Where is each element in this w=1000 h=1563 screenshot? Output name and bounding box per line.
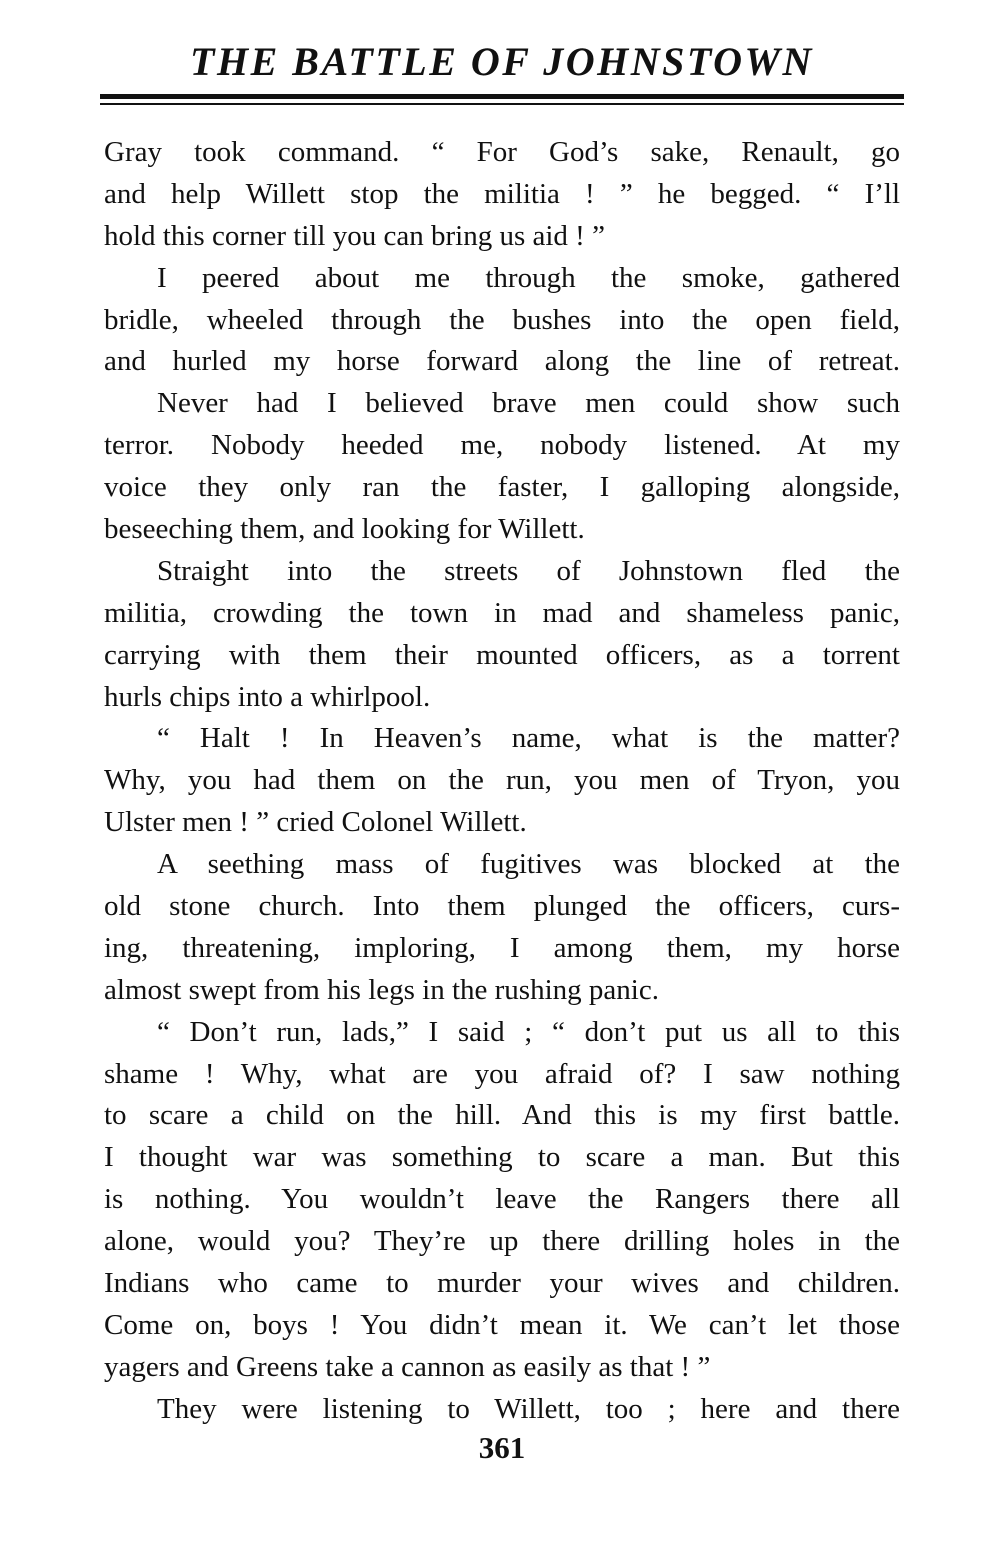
text-line: Indians who came to murder your wives and children. <box>104 1267 900 1300</box>
text-line: They were listening to Willett, too ; here and there <box>157 1392 900 1425</box>
page-number: 361 <box>478 1430 526 1465</box>
text-line: Come on, boys ! You didn’t mean it. We can’t let those <box>104 1308 900 1341</box>
text-line: shame ! Why, what are you afraid of? I saw nothing <box>104 1057 900 1090</box>
text-line: hurls chips into a whirlpool. <box>104 680 431 713</box>
text-line: to scare a child on the hill. And this is my first battle. <box>104 1099 900 1132</box>
text-line: and hurled my horse forward along the line of retreat. <box>104 345 900 378</box>
text-line: Why, you had them on the run, you men of Tryon, you <box>104 764 900 797</box>
text-line: Straight into the streets of Johnstown fled the <box>157 554 900 587</box>
body-text <box>104 132 900 1431</box>
text-line: Gray took command. “ For God’s sake, Renault, go <box>104 136 900 168</box>
text-line: I peered about me through the smoke, gathered <box>157 261 900 294</box>
text-line: ing, threatening, imploring, I among them, my horse <box>104 931 900 964</box>
text-line: Never had I believed brave men could show such <box>157 387 900 420</box>
text-line: almost swept from his legs in the rushing panic. <box>104 973 659 1006</box>
text-line: beseeching them, and looking for Willett. <box>104 513 585 546</box>
text-line: yagers and Greens take a cannon as easily as that ! ” <box>104 1350 711 1383</box>
text-line: and help Willett stop the militia ! ” he begged. “ I’ll <box>104 177 900 210</box>
text-line: A seething mass of fugitives was blocked at the <box>157 848 900 881</box>
text-line: is nothing. You wouldn’t leave the Rangers there all <box>104 1183 900 1216</box>
running-head-title: THE BATTLE OF JOHNSTOWN <box>190 39 814 84</box>
text-line: carrying with them their mounted officers, as a torrent <box>104 638 900 671</box>
text-line: voice they only ran the faster, I galloping alongside, <box>104 471 900 504</box>
text-line: “ Don’t run, lads,” I said ; “ don’t put us all to this <box>157 1015 900 1048</box>
text-line: militia, crowding the town in mad and shameless panic, <box>104 596 900 629</box>
header-rule-thin <box>100 103 904 105</box>
text-line: old stone church. Into them plunged the officers, curs- <box>104 890 900 923</box>
text-line: terror. Nobody heeded me, nobody listened. At my <box>104 429 900 462</box>
text-line: bridle, wheeled through the bushes into the open field, <box>104 303 900 336</box>
text-line: Ulster men ! ” cried Colonel Willett. <box>104 806 527 839</box>
text-line: alone, would you? They’re up there drilling holes in the <box>104 1225 900 1258</box>
text-line: “ Halt ! In Heaven’s name, what is the matter? <box>157 722 900 755</box>
text-line: I thought war was something to scare a man. But this <box>104 1141 900 1174</box>
header-rule-thick <box>100 94 904 99</box>
text-line: hold this corner till you can bring us aid ! ” <box>104 219 605 252</box>
